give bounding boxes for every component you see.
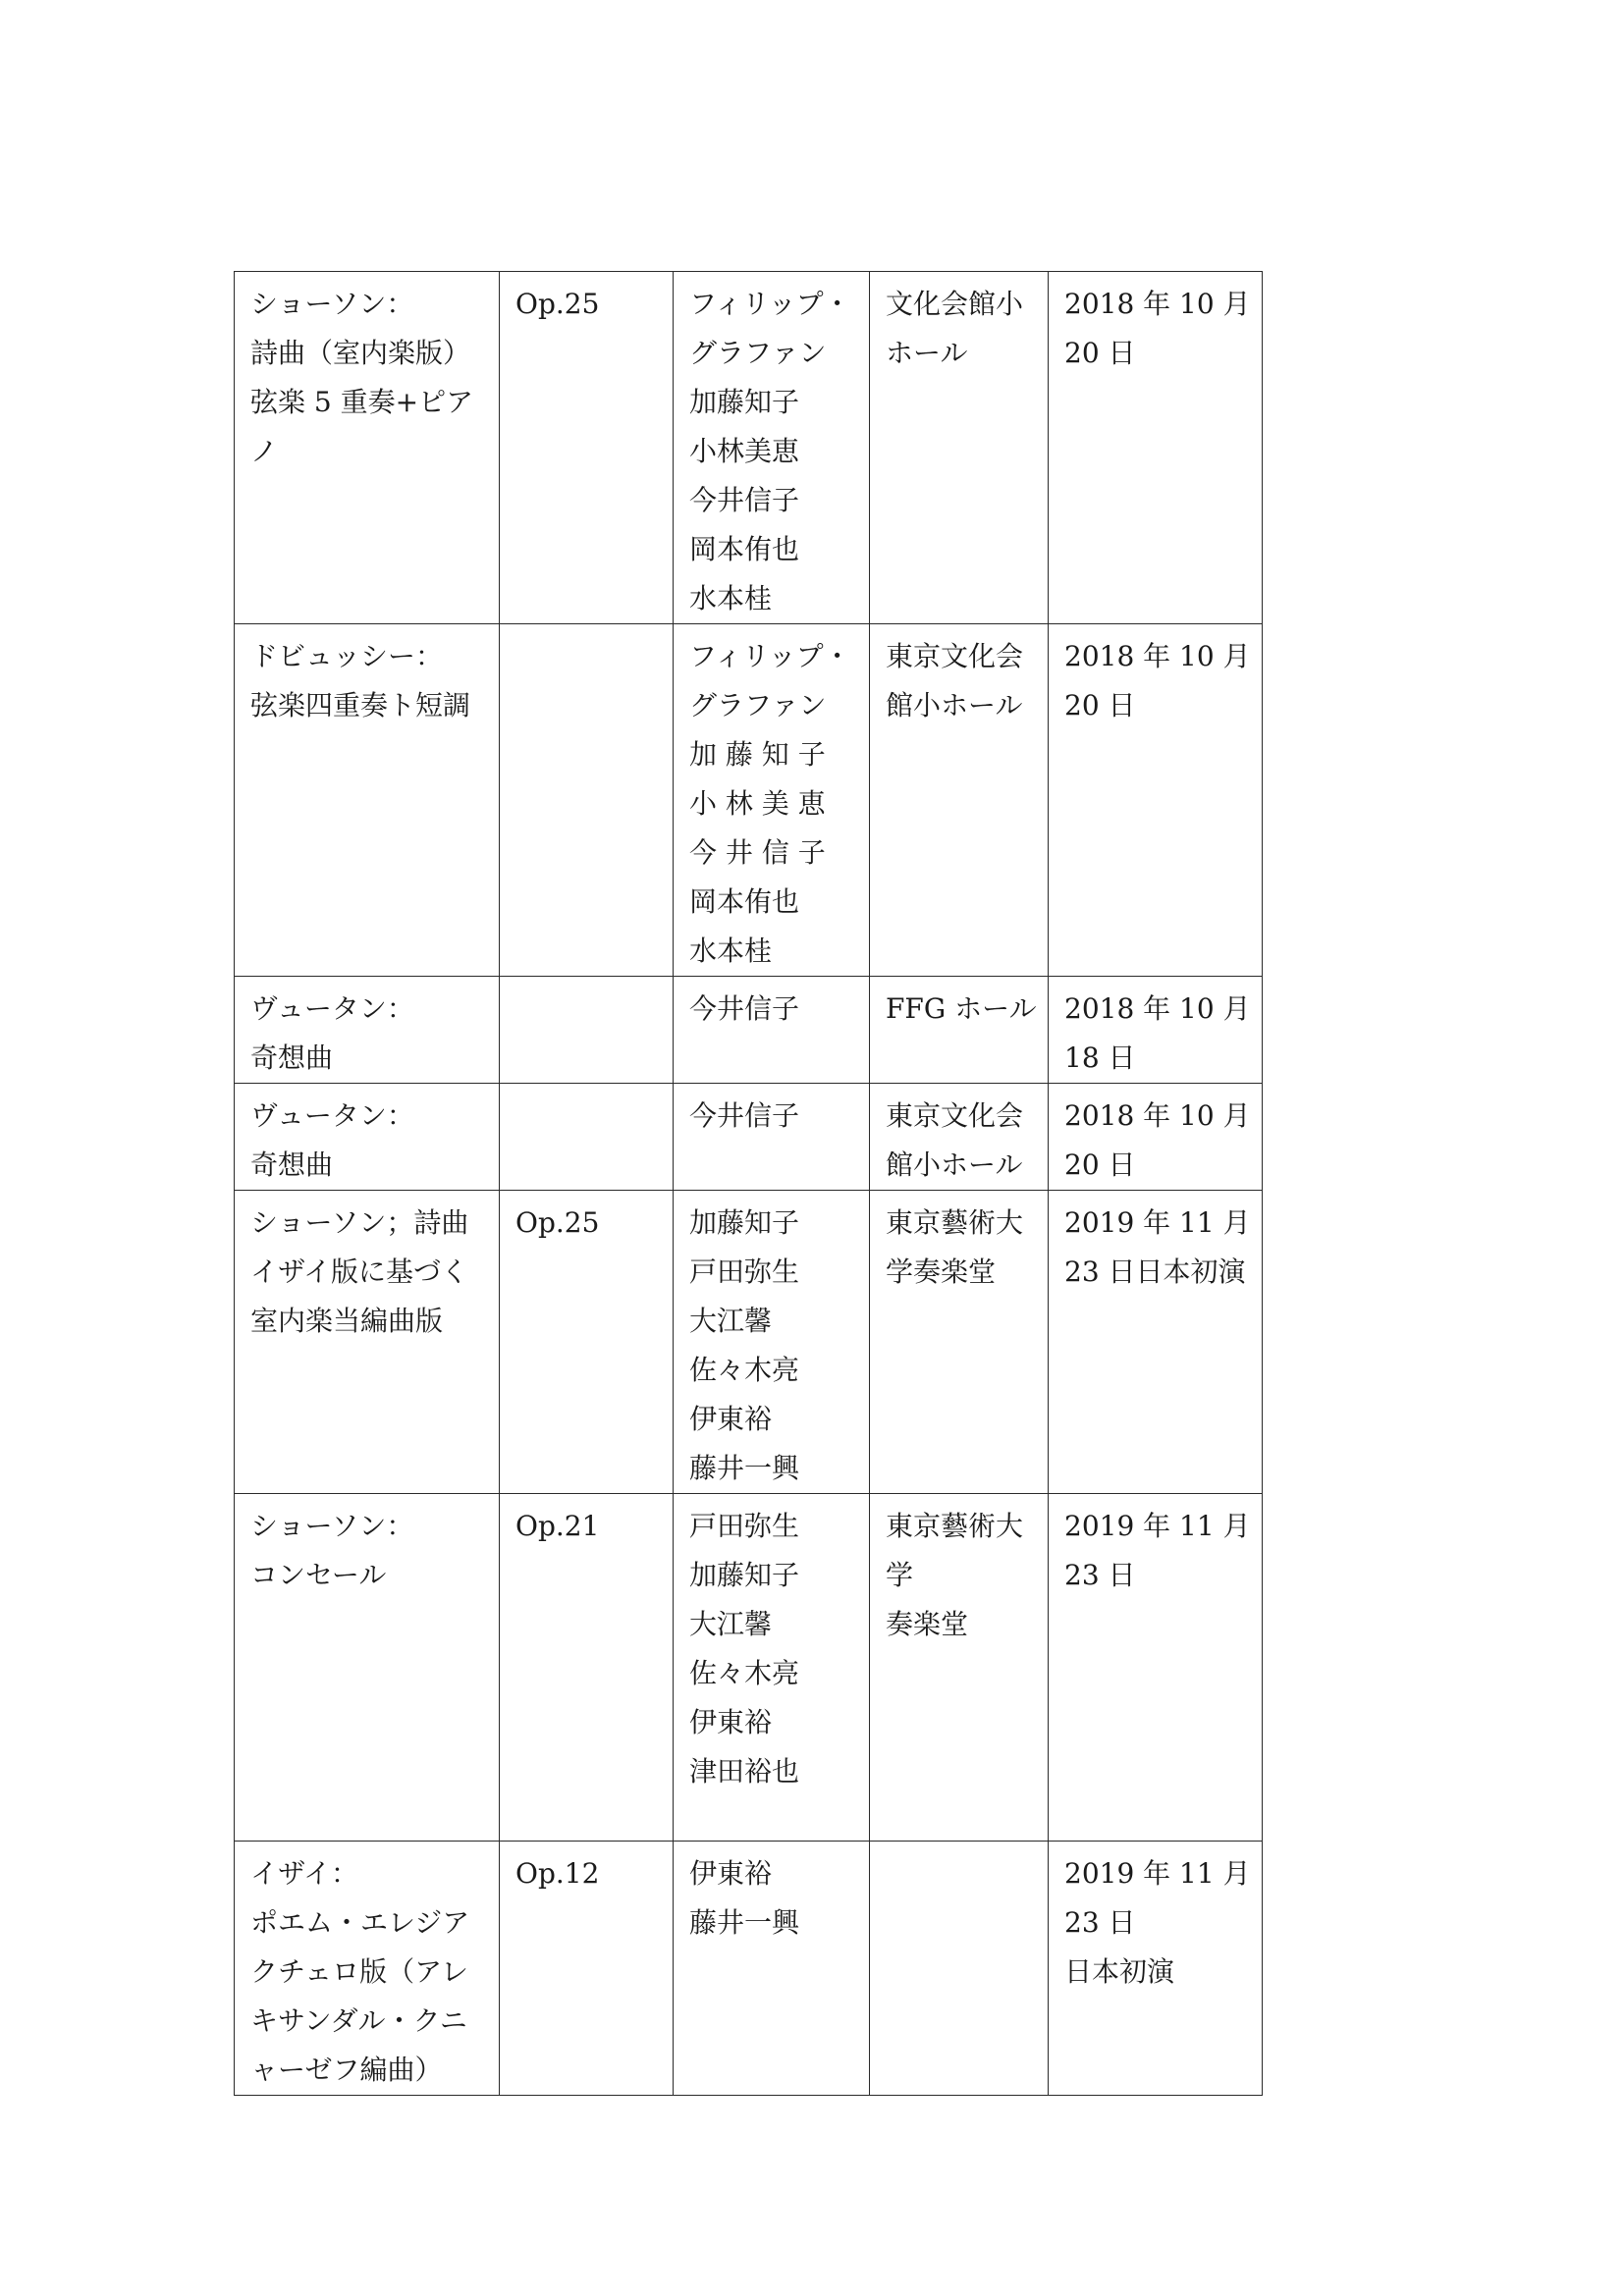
work-cell xyxy=(235,1494,500,1842)
work-cell xyxy=(235,1191,500,1494)
date-line: 23 日 xyxy=(1064,1559,1136,1591)
work-line: クチェロ版（アレ xyxy=(250,1955,469,1988)
work-cell xyxy=(235,1842,500,2096)
date-line: 2018 年 10 月 xyxy=(1064,640,1251,672)
date-line: 2018 年 10 月 xyxy=(1064,992,1251,1025)
opus-cell xyxy=(500,977,674,1084)
date-line: 日本初演 xyxy=(1064,1955,1175,1988)
venue-cell xyxy=(870,977,1049,1084)
performer-line: 津田裕也 xyxy=(689,1755,800,1788)
performer-line: 水本桂 xyxy=(689,582,773,614)
performer-line: 藤井一興 xyxy=(689,1906,800,1939)
performer-line: 岡本侑也 xyxy=(689,885,800,918)
opus-cell xyxy=(500,624,674,977)
performer-line: グラファン xyxy=(689,337,827,369)
venue-line: 東京文化会 xyxy=(886,1099,1024,1132)
opus-cell xyxy=(500,1191,674,1494)
venue-cell xyxy=(870,272,1049,624)
performer-line: 今 井 信 子 xyxy=(689,836,826,869)
venue-line: 奏楽堂 xyxy=(886,1608,969,1640)
work-line: イザイ版に基づく xyxy=(250,1255,469,1288)
performer-line: 藤井一興 xyxy=(689,1452,800,1484)
performer-line: 水本桂 xyxy=(689,934,773,967)
date-line: 23 日 xyxy=(1064,1906,1136,1939)
date-line: 18 日 xyxy=(1064,1041,1136,1074)
work-line: 弦楽四重奏ト短調 xyxy=(250,689,471,721)
performer-line: 戸田弥生 xyxy=(689,1510,800,1542)
date-line: 20 日 xyxy=(1064,337,1136,369)
opus-cell xyxy=(500,272,674,624)
opus-cell xyxy=(500,1494,674,1842)
performer-line: 加藤知子 xyxy=(689,386,800,418)
date-cell xyxy=(1049,1494,1263,1842)
date-line: 2019 年 11 月 xyxy=(1064,1857,1251,1890)
opus-cell xyxy=(500,1084,674,1191)
performers-cell xyxy=(674,1084,870,1191)
venue-line: 東京藝術大 xyxy=(886,1510,1024,1542)
work-line: ポエム・エレジア xyxy=(250,1906,470,1939)
performer-line: 大江馨 xyxy=(689,1305,773,1337)
performers-cell xyxy=(674,977,870,1084)
opus-line: Op.21 xyxy=(515,1510,600,1542)
performers-cell xyxy=(674,1842,870,2096)
date-line: 2018 年 10 月 xyxy=(1064,288,1251,320)
work-line: ショーソン： xyxy=(250,1510,414,1542)
performer-line: 小林美恵 xyxy=(689,435,800,467)
performer-line: 今井信子 xyxy=(689,484,800,516)
work-line: ショーソン；詩曲 xyxy=(250,1206,469,1239)
venue-cell xyxy=(870,1842,1049,2096)
table-row xyxy=(235,624,1263,977)
date-line: 20 日 xyxy=(1064,689,1136,721)
opus-line: Op.25 xyxy=(515,288,600,320)
work-line: ドビュッシー： xyxy=(250,640,444,672)
date-cell xyxy=(1049,624,1263,977)
date-line: 23 日日本初演 xyxy=(1064,1255,1246,1288)
work-line: ャーゼフ編曲） xyxy=(250,2054,443,2086)
work-cell xyxy=(235,272,500,624)
work-line: 弦楽 5 重奏+ピア xyxy=(250,386,474,418)
performer-line: 加藤知子 xyxy=(689,1559,800,1591)
opus-cell xyxy=(500,1842,674,2096)
work-line: ショーソン： xyxy=(250,288,414,320)
performer-line: 小 林 美 恵 xyxy=(689,787,826,820)
performer-line: 今井信子 xyxy=(689,1099,800,1132)
performers-cell xyxy=(674,272,870,624)
venue-line: 館小ホール xyxy=(886,689,1023,721)
work-line: キサンダル・クニ xyxy=(250,2004,467,2037)
performer-line: フィリップ・ xyxy=(689,288,851,320)
date-cell xyxy=(1049,1084,1263,1191)
venue-line: ホール xyxy=(886,337,968,369)
work-cell xyxy=(235,1084,500,1191)
venue-line: 館小ホール xyxy=(886,1148,1023,1181)
performer-line: 加 藤 知 子 xyxy=(689,738,826,771)
venue-line: 文化会館小 xyxy=(886,288,1024,320)
work-line: ヴュータン： xyxy=(250,1099,414,1132)
performer-line: フィリップ・ xyxy=(689,640,851,672)
concert-table xyxy=(234,271,1263,2096)
performer-line: 伊東裕 xyxy=(689,1403,773,1435)
table-row xyxy=(235,1494,1263,1842)
performer-line: 佐々木亮 xyxy=(689,1354,800,1386)
work-line: 詩曲（室内楽版） xyxy=(250,337,471,369)
work-line: イザイ： xyxy=(250,1857,359,1890)
venue-line: 東京文化会 xyxy=(886,640,1024,672)
work-line: 奇想曲 xyxy=(250,1148,334,1181)
venue-line: 学 xyxy=(886,1559,914,1591)
table-row xyxy=(235,1842,1263,2096)
performer-line: 加藤知子 xyxy=(689,1206,800,1239)
performer-line: 大江馨 xyxy=(689,1608,773,1640)
table-row xyxy=(235,977,1263,1084)
opus-line: Op.25 xyxy=(515,1206,600,1239)
work-line: コンセール xyxy=(250,1559,387,1591)
date-line: 20 日 xyxy=(1064,1148,1136,1181)
table-row xyxy=(235,1191,1263,1494)
date-cell xyxy=(1049,1842,1263,2096)
opus-line: Op.12 xyxy=(515,1857,600,1890)
performer-line: 岡本侑也 xyxy=(689,533,800,565)
performer-line: グラファン xyxy=(689,689,827,721)
table-row xyxy=(235,272,1263,624)
performers-cell xyxy=(674,1494,870,1842)
venue-line: FFG ホール xyxy=(886,992,1037,1025)
table-row xyxy=(235,1084,1263,1191)
work-cell xyxy=(235,624,500,977)
performers-cell xyxy=(674,624,870,977)
date-cell xyxy=(1049,272,1263,624)
date-cell xyxy=(1049,1191,1263,1494)
performers-cell xyxy=(674,1191,870,1494)
performer-line: 佐々木亮 xyxy=(689,1657,800,1689)
venue-line: 学奏楽堂 xyxy=(886,1255,997,1288)
date-line: 2019 年 11 月 xyxy=(1064,1510,1251,1542)
date-cell xyxy=(1049,977,1263,1084)
date-line: 2019 年 11 月 xyxy=(1064,1206,1251,1239)
date-line: 2018 年 10 月 xyxy=(1064,1099,1251,1132)
work-line: 室内楽当編曲版 xyxy=(250,1305,444,1337)
performer-line: 戸田弥生 xyxy=(689,1255,800,1288)
performer-line: 伊東裕 xyxy=(689,1857,773,1890)
work-line: ノ xyxy=(250,435,279,467)
venue-cell xyxy=(870,1191,1049,1494)
venue-line: 東京藝術大 xyxy=(886,1206,1024,1239)
work-line: 奇想曲 xyxy=(250,1041,334,1074)
work-line: ヴュータン： xyxy=(250,992,414,1025)
venue-cell xyxy=(870,1084,1049,1191)
work-cell xyxy=(235,977,500,1084)
venue-cell xyxy=(870,1494,1049,1842)
performer-line: 今井信子 xyxy=(689,992,800,1025)
venue-cell xyxy=(870,624,1049,977)
performer-line: 伊東裕 xyxy=(689,1706,773,1738)
